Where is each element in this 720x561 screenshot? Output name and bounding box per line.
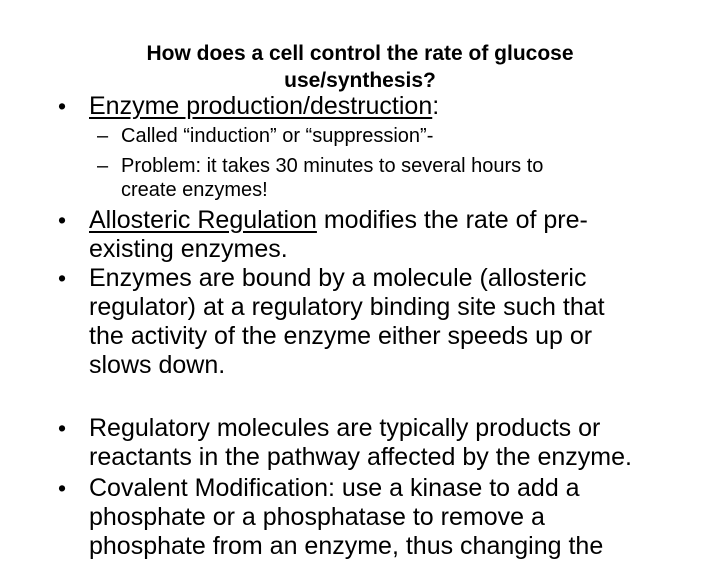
sub-bullet-marker: –	[97, 155, 109, 177]
bullet-text	[89, 92, 708, 121]
underlined-term: Enzyme production/destruction	[89, 92, 433, 120]
bullet-text-line-1: Covalent Modification: use a kinase to add a	[89, 474, 580, 502]
sub-bullet-induction	[97, 124, 697, 148]
sub-bullet-problem	[97, 154, 697, 202]
bullet-regulatory-molecules	[58, 414, 708, 472]
sub-bullet-text: Called “induction” or “suppression”-	[121, 125, 434, 147]
bullet-text-rest: :	[432, 92, 440, 120]
bullet-text-line-1	[89, 206, 708, 235]
bullet-text-line-1: Enzymes are bound by a molecule (allosteric	[89, 264, 587, 292]
sub-bullet-text-line-1: Problem: it takes 30 minutes to several hours to	[121, 155, 544, 177]
bullet-text-line-2: existing enzymes.	[89, 235, 288, 263]
bullet-text-line-2: phosphate or a phosphatase to remove a	[89, 503, 545, 531]
bullet-enzyme-production	[58, 92, 708, 121]
bullet-text-line-1: Regulatory molecules are typically products or	[89, 414, 601, 442]
bullet-covalent-modification	[58, 474, 708, 561]
bullet-marker: •	[58, 475, 67, 501]
bullet-marker: •	[58, 207, 67, 233]
bullet-text-line-2: regulator) at a regulatory binding site such that	[89, 293, 605, 321]
bullet-enzymes-bound	[58, 264, 708, 380]
bullet-marker: •	[58, 93, 67, 119]
bullet-text-line-3: the activity of the enzyme either speeds up or	[89, 322, 593, 350]
slide-title	[100, 40, 620, 94]
sub-bullet-text-line-2: create enzymes!	[121, 179, 268, 201]
bullet-marker: •	[58, 415, 67, 441]
bullet-text-line-3: phosphate from an enzyme, thus changing the	[89, 532, 604, 560]
bullet-marker: •	[58, 265, 67, 291]
bullet-text-line-2: reactants in the pathway affected by the enzyme.	[89, 443, 632, 471]
slide-title-line-2: use/synthesis?	[284, 69, 436, 92]
sub-bullet-marker: –	[97, 125, 109, 147]
underlined-term: Allosteric Regulation	[89, 206, 317, 234]
bullet-allosteric-regulation	[58, 206, 708, 264]
bullet-text-line-4: slows down.	[89, 351, 226, 379]
bullet-text-rest: modifies the rate of pre-	[316, 206, 588, 234]
slide-title-line-1: How does a cell control the rate of glucose	[146, 42, 574, 65]
